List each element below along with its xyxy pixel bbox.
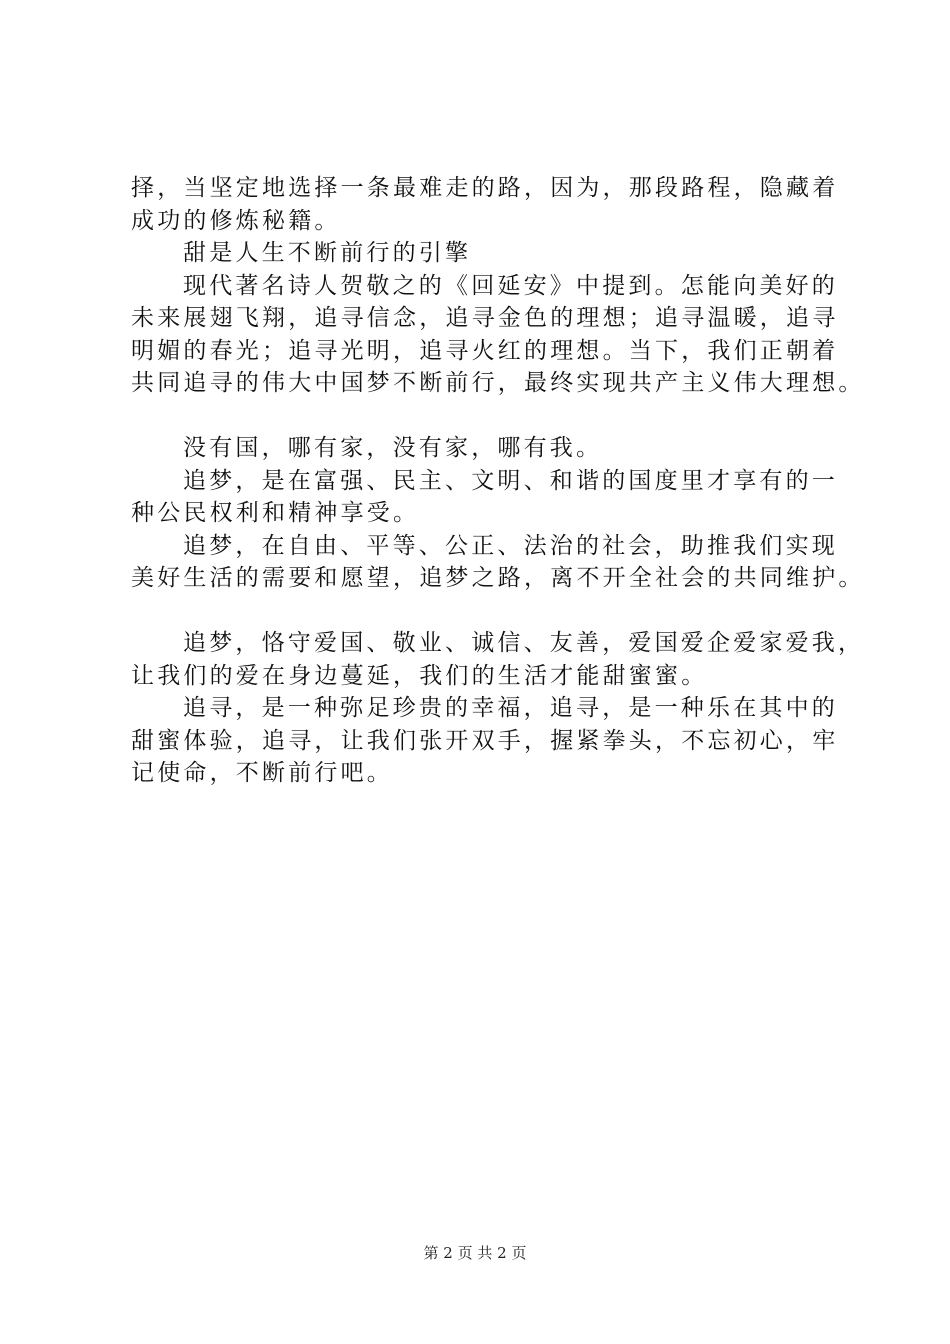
text-line-11: 种公民权利和精神享受。	[131, 500, 420, 526]
text-line-18: 甜蜜体验，追寻，让我们张开双手，握紧拳头，不忘初心，牢	[131, 727, 839, 754]
text-line-1: 择，当坚定地选择一条最难走的路，因为，那段路程，隐藏着	[131, 175, 839, 201]
text-line-2: 成功的修炼秘籍。	[131, 207, 341, 234]
text-line-4: 现代著名诗人贺敬之的《回延安》中提到。怎能向美好的	[183, 272, 838, 299]
text-line-13: 美好生活的需要和愿望，追梦之路，离不开全社会的共同维护。	[131, 565, 865, 591]
text-line-12: 追梦，在自由、平等、公正、法治的社会，助推我们实现	[183, 532, 838, 559]
text-line-19: 记使命，不断前行吧。	[131, 760, 393, 786]
text-line-17: 追寻，是一种弥足珍贵的幸福，追寻，是一种乐在其中的	[183, 695, 838, 721]
text-line-6: 明媚的春光；追寻光明，追寻火红的理想。当下，我们正朝着	[131, 337, 839, 364]
text-line-16: 让我们的爱在身边蔓延，我们的生活才能甜蜜蜜。	[131, 662, 708, 689]
section-heading: 甜是人生不断前行的引擎	[183, 240, 472, 266]
text-line-5: 未来展翅飞翔，追寻信念，追寻金色的理想；追寻温暖，追寻	[131, 305, 839, 331]
paragraph-gap	[131, 400, 851, 433]
text-line-9: 没有国，哪有家，没有家，哪有我。	[183, 435, 603, 461]
document-body	[131, 172, 865, 790]
text-line-15: 追梦，恪守爱国、敬业、诚信、友善，爱国爱企爱家爱我，	[183, 630, 865, 656]
paragraph-gap	[131, 595, 851, 628]
page-footer: 第 2 页 共 2 页	[423, 1244, 527, 1262]
text-line-7: 共同追寻的伟大中国梦不断前行，最终实现共产主义伟大理想。	[131, 370, 865, 396]
text-line-10: 追梦，是在富强、民主、文明、和谐的国度里才享有的一	[183, 467, 838, 494]
